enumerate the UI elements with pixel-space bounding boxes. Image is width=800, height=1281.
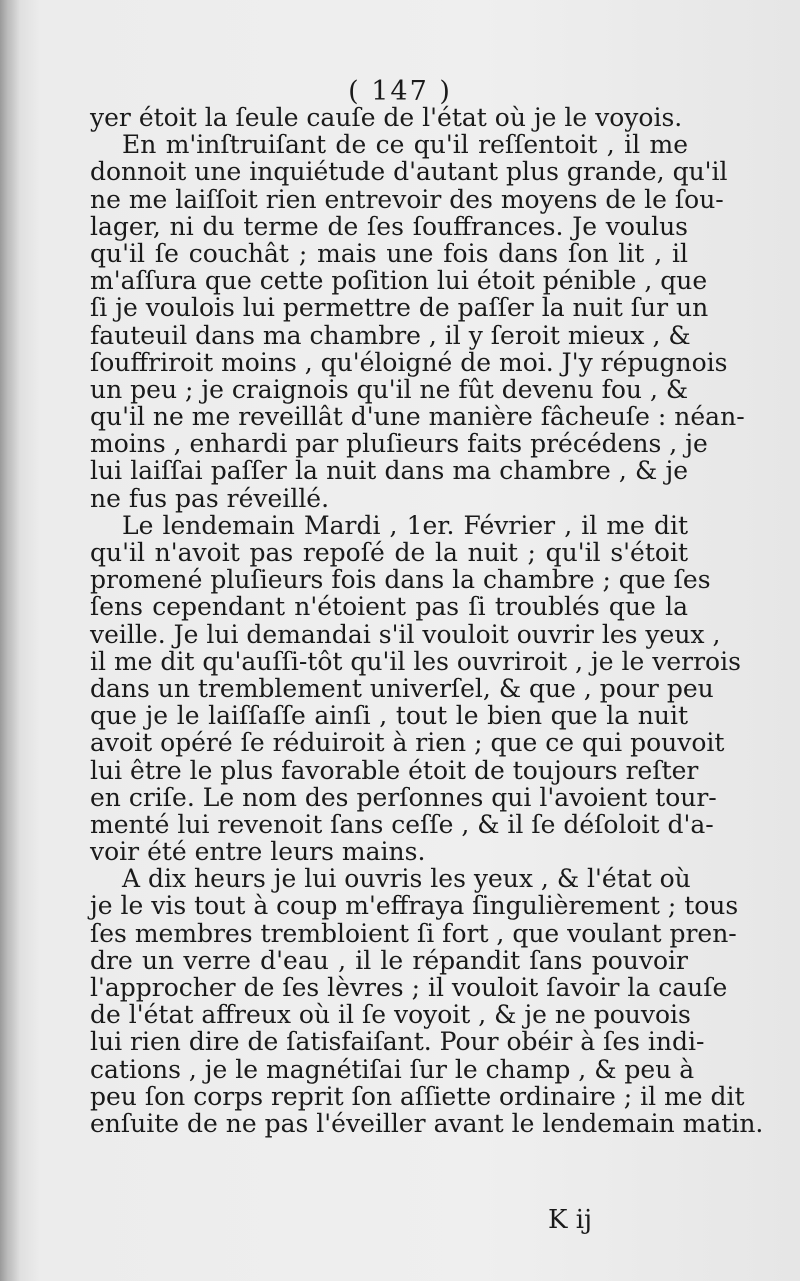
paragraph	[90, 104, 688, 131]
text-line: de l'état affreux où il ſe voyoit , & je ne pouvois	[90, 1000, 691, 1030]
text-line: lui rien dire de ſatisfaiſant. Pour obéir à ſes indi-	[90, 1027, 705, 1057]
text-line: m'aſſura que cette poſition lui étoit pénible , que	[90, 266, 708, 296]
text-line: voir été entre leurs mains.	[90, 837, 426, 867]
text-line: A dix heurs je lui ouvris les yeux , & l'état où	[122, 864, 691, 894]
text-line: enſuite de ne pas l'éveiller avant le lendemain matin.	[90, 1108, 764, 1138]
text-line: ne fus pas réveillé.	[90, 483, 330, 513]
text-line: ſouffriroit moins , qu'éloigné de moi. J'y répugnois	[90, 347, 728, 377]
text-line: lager, ni du terme de ſes ſouffrances. Je voulus	[90, 211, 688, 241]
text-line: qu'il n'avoit pas repoſé de la nuit ; qu'il s'étoit	[90, 538, 688, 567]
text-line: dans un tremblement univerſel, & que , pour peu	[90, 673, 714, 703]
text-line: veille. Je lui demandai s'il vouloit ouvrir les yeux ,	[90, 619, 721, 649]
body-text	[90, 103, 764, 1138]
text-line: En m'inſtruiſant de ce qu'il reſſentoit , il me	[122, 130, 688, 160]
text-line: ſens cependant n'étoient pas ſi troublés que la	[90, 592, 688, 622]
text-line: fauteuil dans ma chambre , il y ſeroit mieux , &	[90, 320, 691, 350]
text-line: lui être le plus favorable étoit de toujours reſter	[90, 755, 699, 785]
text-line: un peu ; je craignois qu'il ne fût devenu fou , &	[90, 374, 689, 404]
text-line: qu'il ne me reveillât d'une manière fâcheuſe : néan-	[90, 402, 745, 432]
text-line: moins , enhardi par pluſieurs faits précédens , je	[90, 429, 708, 459]
text-line: avoit opéré ſe réduiroit à rien ; que ce qui pouvoit	[90, 728, 725, 758]
text-line: il me dit qu'auſſi-tôt qu'il les ouvriroit , je le verrois	[90, 646, 741, 676]
paragraph	[90, 130, 745, 513]
text-line: menté lui revenoit ſans ceſſe , & il ſe déſoloit d'a-	[90, 809, 714, 839]
text-line: en criſe. Le nom des perſonnes qui l'avoient tour-	[90, 782, 717, 812]
page-number: ( 147 )	[348, 76, 452, 107]
paragraph	[90, 510, 741, 867]
text-line: ſes membres trembloient ſi fort , que voulant pren-	[90, 918, 737, 948]
text-line: lui laiſſai paſſer la nuit dans ma chambre , & je	[90, 456, 688, 486]
text-line: qu'il ſe couchât ; mais une fois dans ſon lit , il	[90, 238, 688, 268]
text-line: peu ſon corps reprit ſon aſſiette ordinaire ; il me dit	[90, 1081, 745, 1111]
text-line: promené pluſieurs fois dans la chambre ; que ſes	[90, 565, 711, 595]
text-line: dre un verre d'eau , il le répandit ſans pouvoir	[90, 945, 688, 975]
text-line: l'approcher de ſes lèvres ; il vouloit ſavoir la cauſe	[90, 973, 728, 1002]
signature-mark: K ij	[548, 1205, 593, 1235]
text-line: Le lendemain Mardi , 1er. Février , il me dit	[122, 510, 688, 540]
text-line: ne me laiſſoit rien entrevoir des moyens de le ſou-	[90, 184, 724, 214]
text-line: je le vis tout à coup m'effraya ſingulièrement ; tous	[90, 891, 739, 921]
paragraph	[90, 864, 764, 1138]
text-line: cations , je le magnétiſai ſur le champ , & peu à	[90, 1054, 695, 1084]
page-gutter-shadow	[0, 0, 20, 1281]
text-line: yer étoit la ſeule cauſe de l'état où je le voyois.	[90, 103, 683, 132]
text-line: donnoit une inquiétude d'autant plus grande, qu'il	[90, 157, 728, 187]
text-line: que je le laiſſaſſe ainſi , tout le bien que la nuit	[90, 701, 688, 731]
text-line: ſi je voulois lui permettre de paſſer la nuit ſur un	[90, 293, 709, 323]
